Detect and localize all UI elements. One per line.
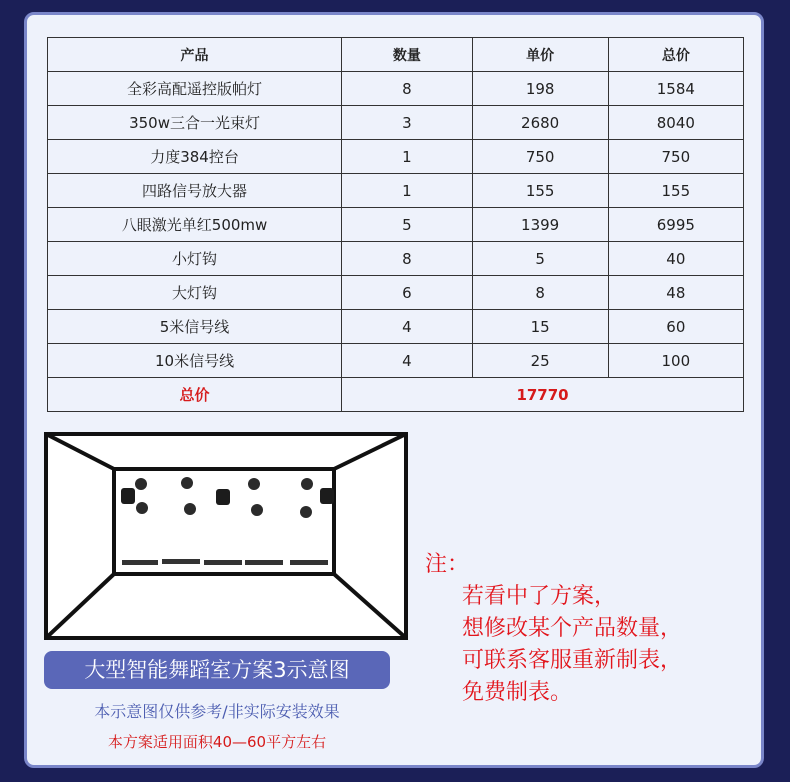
cell-total-price: 8040: [608, 106, 743, 140]
cell-unit-price: 750: [472, 140, 608, 174]
cell-unit-price: 8: [472, 276, 608, 310]
note-lines: [462, 581, 682, 709]
cell-unit-price: 15: [472, 310, 608, 344]
diagram-caption: 大型智能舞蹈室方案3示意图: [44, 651, 390, 689]
header-quantity: 数量: [342, 38, 473, 72]
header-product: 产品: [48, 38, 342, 72]
table-header-row: [48, 38, 744, 72]
grand-total-value: 17770: [342, 378, 744, 412]
table-row: [48, 242, 744, 276]
cell-quantity: 8: [342, 72, 473, 106]
cell-quantity: 4: [342, 310, 473, 344]
cell-quantity: 5: [342, 208, 473, 242]
quote-card: [24, 12, 764, 768]
cell-product: 大灯钩: [48, 276, 342, 310]
note-line: 可联系客服重新制表，: [462, 648, 683, 673]
cell-product: 10米信号线: [48, 344, 342, 378]
cell-product: 八眼激光单红500mw: [48, 208, 342, 242]
cell-total-price: 48: [608, 276, 743, 310]
table-row: [48, 208, 744, 242]
cell-quantity: 8: [342, 242, 473, 276]
cell-product: 小灯钩: [48, 242, 342, 276]
area-note: 本方案适用面积40—60平方左右: [107, 733, 327, 751]
cell-total-price: 155: [608, 174, 743, 208]
cell-product: 350w三合一光束灯: [48, 106, 342, 140]
table-row: [48, 140, 744, 174]
cell-quantity: 1: [342, 174, 473, 208]
cell-product: 力度384控台: [48, 140, 342, 174]
table-row: [48, 106, 744, 140]
cell-product: 四路信号放大器: [48, 174, 342, 208]
room-diagram: [44, 432, 408, 640]
diagram-disclaimer: 本示意图仅供参考/非实际安装效果: [94, 702, 340, 721]
cell-product: 5米信号线: [48, 310, 342, 344]
cell-total-price: 6995: [608, 208, 743, 242]
header-total-price: 总价: [608, 38, 743, 72]
cell-quantity: 3: [342, 106, 473, 140]
table-row: [48, 344, 744, 378]
cell-total-price: 100: [608, 344, 743, 378]
cell-quantity: 6: [342, 276, 473, 310]
cell-total-price: 40: [608, 242, 743, 276]
cell-quantity: 1: [342, 140, 473, 174]
note-line: 若看中了方案，: [462, 584, 617, 609]
grand-total-label: 总价: [48, 378, 342, 412]
price-table: [47, 37, 744, 412]
cell-total-price: 60: [608, 310, 743, 344]
note-line: 想修改某个产品数量，: [462, 616, 683, 641]
note-line: 免费制表。: [462, 680, 573, 705]
table-row: [48, 174, 744, 208]
cell-unit-price: 198: [472, 72, 608, 106]
note-title: 注：: [425, 552, 470, 577]
cell-unit-price: 155: [472, 174, 608, 208]
cell-total-price: 1584: [608, 72, 743, 106]
table-row: [48, 276, 744, 310]
table-row: [48, 310, 744, 344]
cell-quantity: 4: [342, 344, 473, 378]
cell-unit-price: 2680: [472, 106, 608, 140]
cell-total-price: 750: [608, 140, 743, 174]
cell-product: 全彩高配遥控版帕灯: [48, 72, 342, 106]
cell-unit-price: 25: [472, 344, 608, 378]
table-row: [48, 72, 744, 106]
cell-unit-price: 1399: [472, 208, 608, 242]
header-unit-price: 单价: [472, 38, 608, 72]
cell-unit-price: 5: [472, 242, 608, 276]
grand-total-row: [48, 378, 744, 412]
